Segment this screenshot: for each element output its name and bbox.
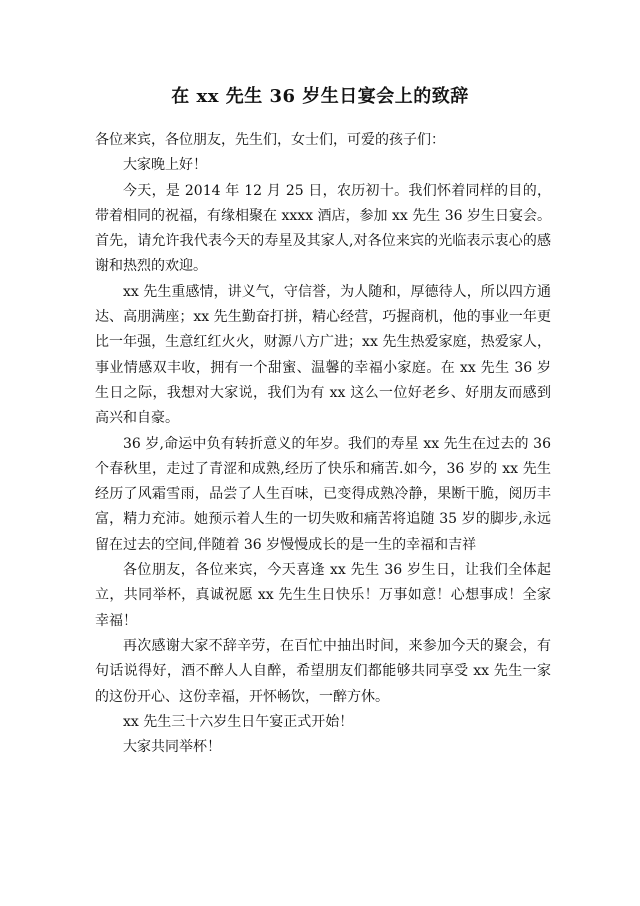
paragraph-banquet-start: xx 先生三十六岁生日午宴正式开始！ <box>123 713 354 730</box>
paragraph-character: xx 先生重感情，讲义气，守信誉，为人随和，厚德待人，所以四方通达、高朋满座；xx 先生勤奋打拼，精心经营，巧握商机，他的事业一年更比一年强，生意红红火火，财源八方广进；xx 先生热爱家庭，热爱家人，事业情感双丰收，拥有一个甜蜜、温馨的幸福小家庭。在 xx 先生 36 岁生日之际，我想对大家说，我们为有 xx 这么一位好老乡、好朋友而感到高兴和自豪。 <box>95 283 551 427</box>
paragraph-opening: 今天，是 2014 年 12 月 25 日，农历初十。我们怀着同样的目的，带着相同的祝福，有缘相聚在 xxxx 酒店，参加 xx 先生 36 岁生日宴会。首先，请允许我代表今天的寿星及其家人,对各位来宾的光临表示衷心的感谢和热烈的欢迎。 <box>95 182 551 275</box>
document-body <box>95 128 551 760</box>
document-title: 在 xx 先生 36 岁生日宴会上的致辞 <box>171 86 469 107</box>
salutation: 各位来宾，各位朋友，先生们，女士们，可爱的孩子们： <box>95 132 445 148</box>
paragraph-toast: 各位朋友，各位来宾，今天喜逢 xx 先生 36 岁生日，让我们全体起立，共同举杯，真诚祝愿 xx 先生生日快乐！万事如意！心想事成！全家幸福！ <box>95 562 551 629</box>
paragraph-cheers: 大家共同举杯！ <box>123 739 221 756</box>
paragraph-age-36: 36 岁,命运中负有转折意义的年岁。我们的寿星 xx 先生在过去的 36 个春秋里，走过了青涩和成熟,经历了快乐和痛苦.如今，36 岁的 xx 先生经历了风霜雪雨，品尝了人生百味，已变得成熟冷静，果断干脆，阅历丰富，精力充沛。她预示着人生的一切失败和痛苦将追随 35 岁的脚步,永远留在过去的空间,伴随着 36 岁慢慢成长的是一生的幸福和吉祥 <box>95 435 551 553</box>
paragraph-thanks: 再次感谢大家不辞辛劳，在百忙中抽出时间，来参加今天的聚会，有句话说得好，酒不醉人人自醉，希望朋友们都能够共同享受 xx 先生一家的这份开心、这份幸福，开怀畅饮，一醉方休。 <box>95 637 551 705</box>
paragraph-greeting: 大家晚上好！ <box>123 157 207 174</box>
